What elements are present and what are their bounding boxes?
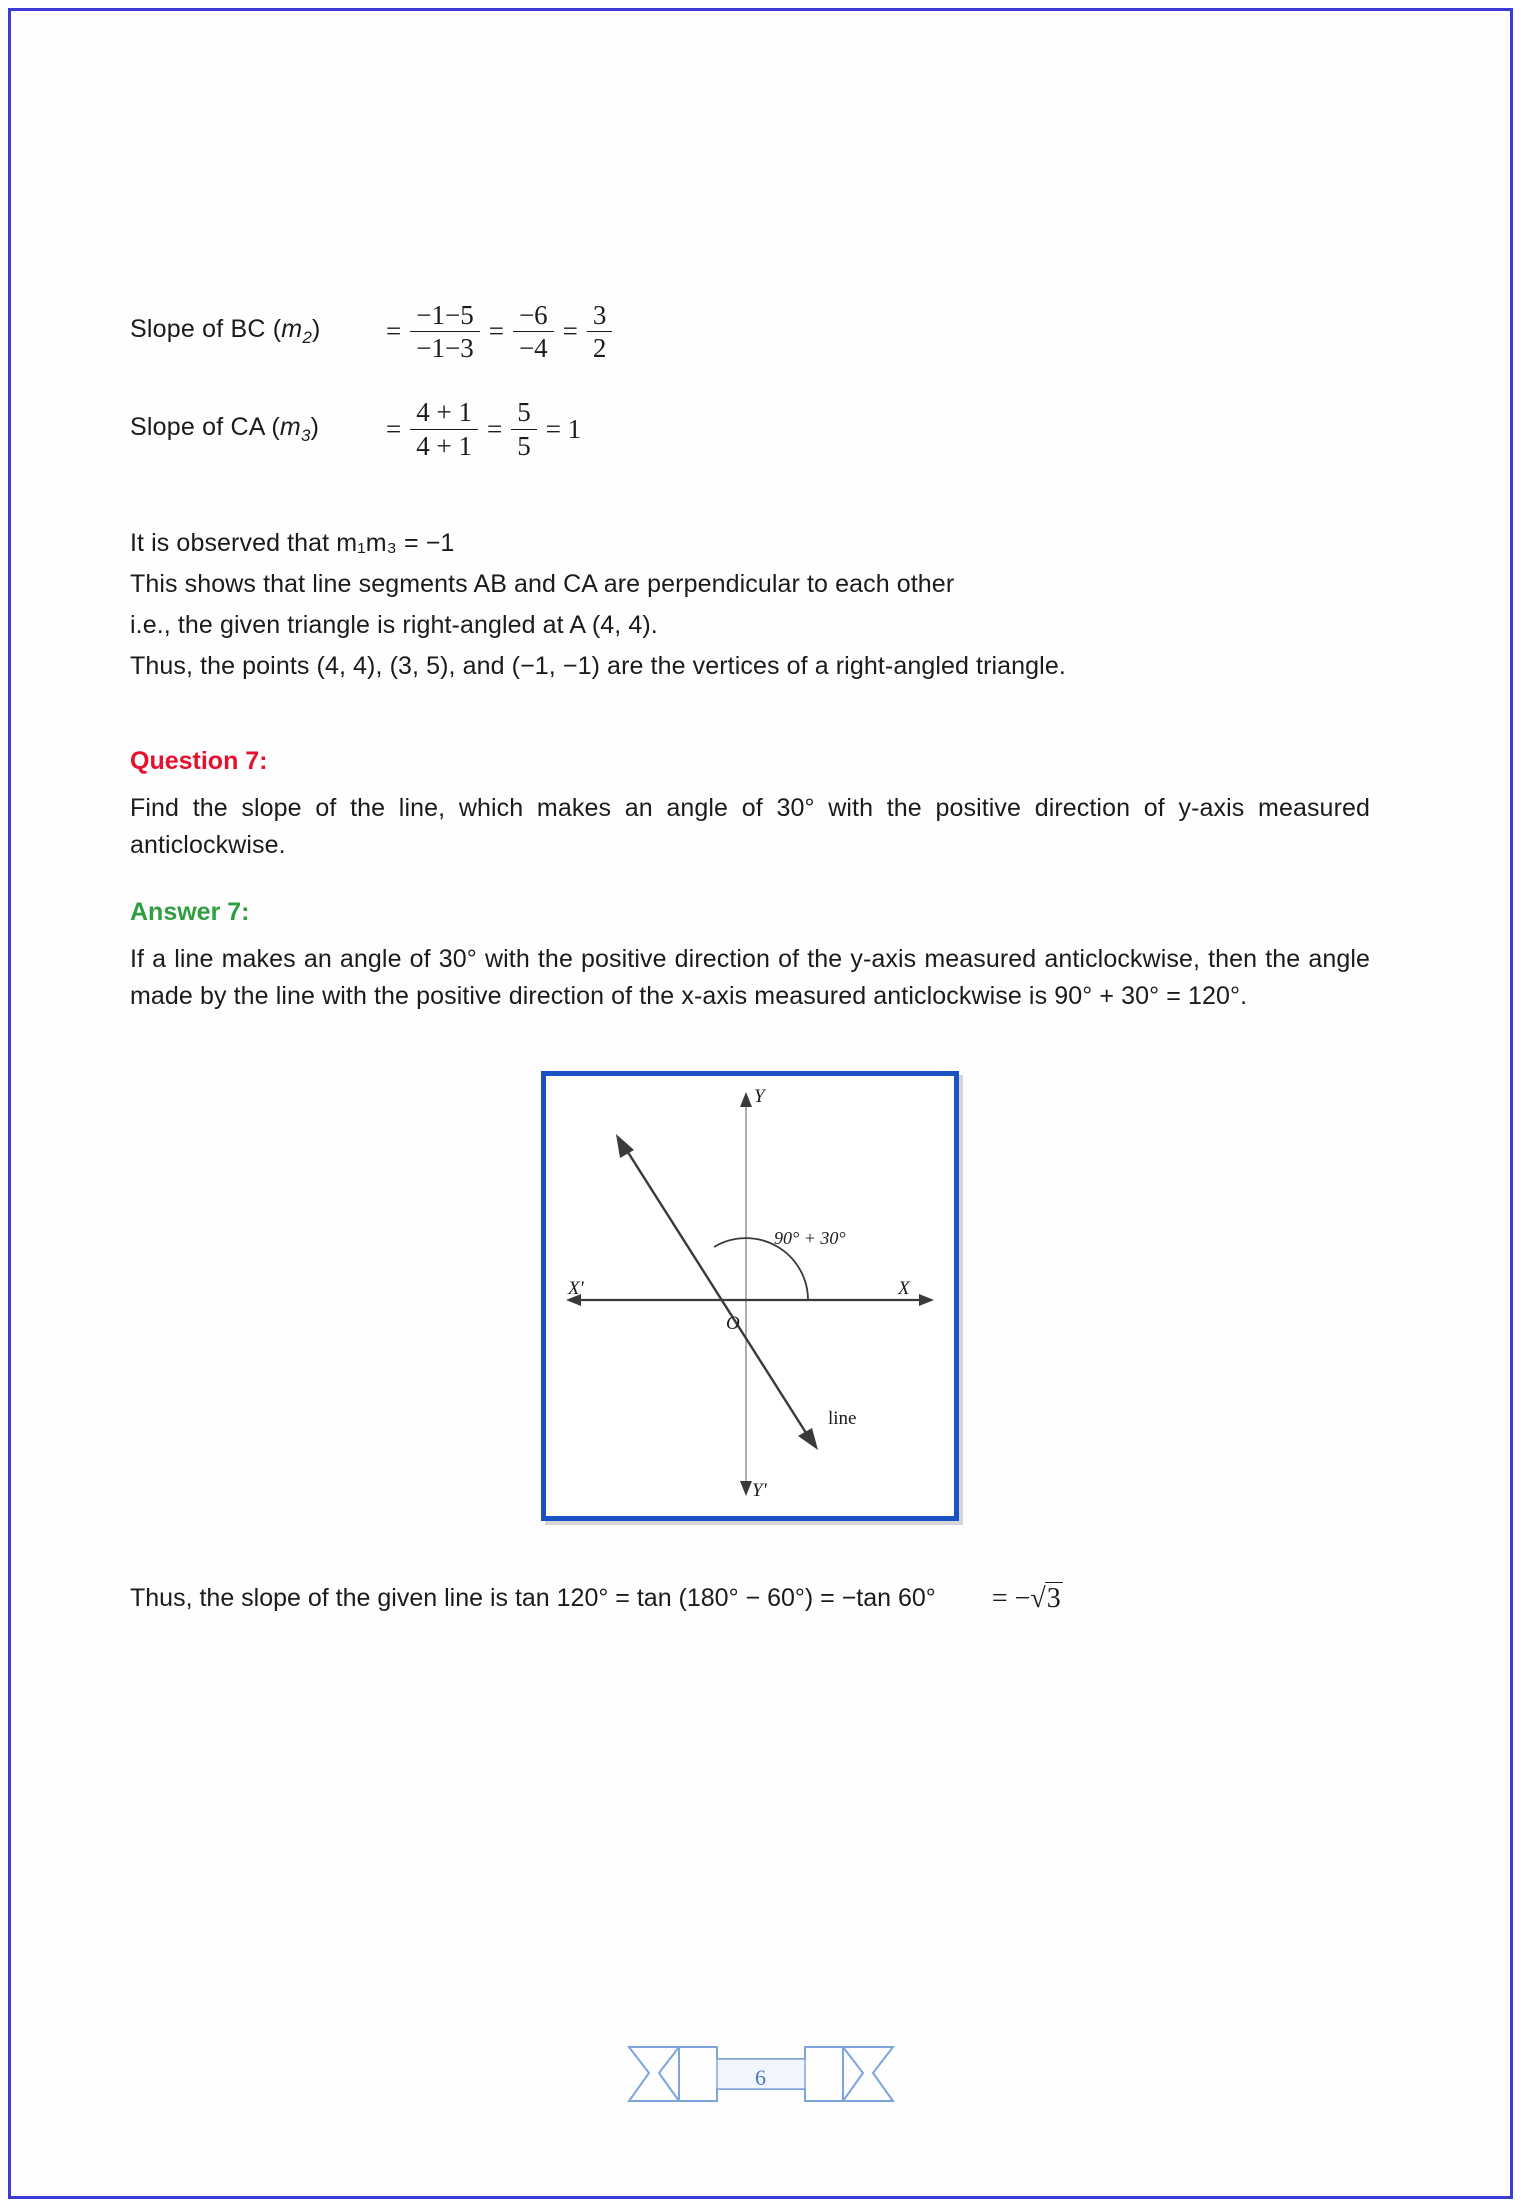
spacer xyxy=(130,868,1370,898)
slope-bc-label xyxy=(130,315,380,348)
fraction-numerator: 3 xyxy=(592,300,607,330)
slope-bc-row xyxy=(130,300,1370,363)
conclusion-result xyxy=(992,1583,1063,1615)
observation-line-2: This shows that line segments AB and CA are perpendicular to each other xyxy=(130,569,955,598)
page-number: 6 xyxy=(755,2065,766,2090)
angle-label: 90° + 30° xyxy=(774,1227,846,1248)
slanted-line-arrow-lower xyxy=(798,1428,818,1450)
slope-ca-equals-1: = xyxy=(386,413,402,444)
observation-line-3: i.e., the given triangle is right-angled at A (4, 4). xyxy=(130,610,658,639)
answer-heading: Answer 7: xyxy=(130,897,250,926)
line-label: line xyxy=(828,1407,857,1429)
fraction-numerator: 5 xyxy=(517,397,531,428)
figure-container xyxy=(130,1071,1370,1521)
radicand: 3 xyxy=(1046,1582,1061,1614)
observation-line-4: Thus, the points (4, 4), (3, 5), and (−1, −1) are the vertices of a right-angled triangle. xyxy=(130,651,1066,680)
origin-label: O xyxy=(726,1312,740,1334)
slope-bc-fraction-1 xyxy=(410,300,479,363)
slope-bc-fraction-3 xyxy=(587,300,613,363)
coordinate-axes-figure xyxy=(541,1071,959,1521)
conclusion-result-prefix: = − xyxy=(991,1582,1031,1614)
fraction-denominator: 2 xyxy=(587,331,613,363)
x-prime-axis-label: X' xyxy=(568,1277,584,1299)
question-heading: Question 7: xyxy=(130,746,268,775)
slope-ca-tail: = 1 xyxy=(545,413,582,444)
fraction-denominator: 5 xyxy=(511,429,537,461)
slope-ca-equals-2: = xyxy=(486,413,503,444)
x-axis-arrow-right xyxy=(919,1294,934,1306)
slope-ca-label-sub: 3 xyxy=(300,425,311,445)
slope-bc-label-var: m xyxy=(281,315,303,344)
slanted-line-arrow-upper xyxy=(616,1134,634,1158)
slope-ca-fraction-2 xyxy=(511,397,537,460)
spacer xyxy=(130,689,1370,747)
slope-bc-label-suffix: ) xyxy=(311,315,321,344)
fraction-denominator: −4 xyxy=(513,331,554,363)
observation-line-1: It is observed that m₁m₃ = −1 xyxy=(130,528,455,557)
slope-bc-fraction-2 xyxy=(513,300,554,363)
slope-ca-expression xyxy=(380,397,587,460)
slope-ca-fraction-1 xyxy=(410,397,478,460)
conclusion-row xyxy=(130,1583,1370,1615)
answer-text: If a line makes an angle of 30° with the positive direction of the y-axis measured anticlockwise, then the angle made by the line with the positive direction of the x-axis measured anticlockwise is 90° + 30° = 120°. xyxy=(130,944,1370,1010)
slope-ca-label-var: m xyxy=(279,412,301,441)
page-content xyxy=(130,300,1370,1615)
y-prime-axis-label: Y' xyxy=(752,1479,767,1501)
fraction-numerator: −6 xyxy=(518,300,548,330)
fraction-numerator: 4 + 1 xyxy=(416,397,472,428)
slope-ca-label xyxy=(130,413,380,446)
slope-ca-row xyxy=(130,397,1370,460)
square-root-icon xyxy=(1030,1583,1062,1615)
y-axis-arrow-up xyxy=(740,1092,752,1107)
slope-ca-label-suffix: ) xyxy=(310,412,320,441)
conclusion-text: Thus, the slope of the given line is tan 120° = tan (180° − 60°) = −tan 60° xyxy=(130,1584,936,1613)
slope-bc-label-sub: 2 xyxy=(302,328,312,348)
fraction-numerator: −1−5 xyxy=(416,300,474,330)
figure-svg xyxy=(546,1076,954,1516)
radical-sign: √ xyxy=(1030,1582,1046,1614)
y-axis-label: Y xyxy=(754,1085,765,1107)
slanted-line xyxy=(624,1146,808,1436)
x-axis-label: X xyxy=(898,1277,910,1299)
page-footer xyxy=(0,2033,1521,2119)
question-text: Find the slope of the line, which makes an angle of 30° with the positive direction of y-axis measured anticlockwise. xyxy=(130,793,1370,859)
spacer xyxy=(130,495,1370,525)
slope-bc-equals-2: = xyxy=(488,316,504,347)
fraction-denominator: 4 + 1 xyxy=(410,429,478,461)
slope-bc-equals-1: = xyxy=(386,316,402,347)
fraction-denominator: −1−3 xyxy=(410,331,479,363)
slope-bc-expression xyxy=(380,300,615,363)
y-axis-arrow-down xyxy=(740,1481,752,1496)
slope-ca-label-prefix: Slope of CA ( xyxy=(130,412,280,441)
slope-bc-equals-3: = xyxy=(562,316,578,347)
slope-bc-label-prefix: Slope of BC ( xyxy=(130,315,282,344)
